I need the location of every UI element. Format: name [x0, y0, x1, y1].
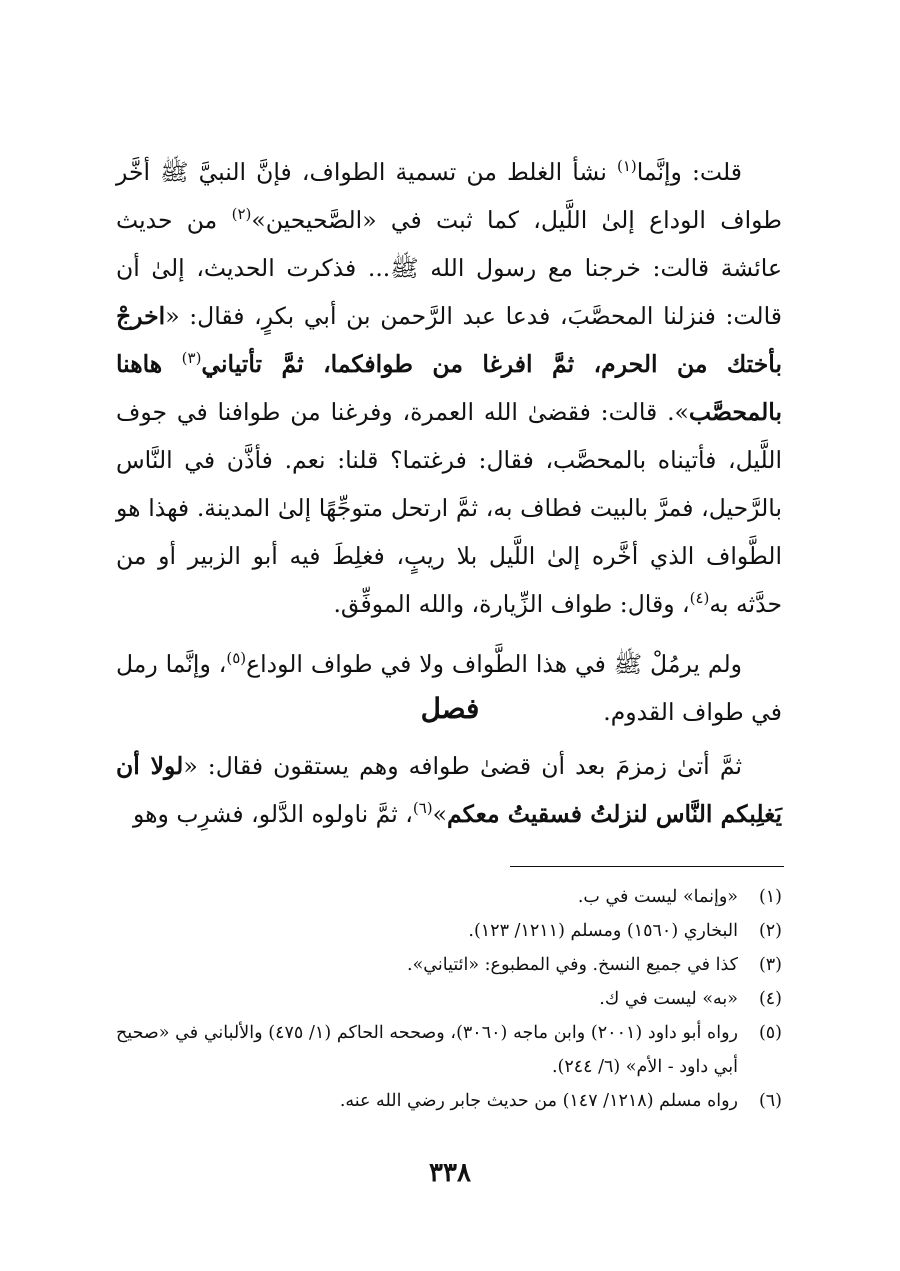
footnote-item [116, 1084, 782, 1118]
footnote-number: (١) [758, 887, 782, 907]
paragraph-2: ولم يرمُلْ ﷺ في هذا الطَّواف ولا في طواف الوداع$^{(٥)}$، وإنَّما رمل في طواف القدوم. [116, 649, 782, 726]
paragraph-1: قلت: وإنَّما$^{(١)}$ نشأ الغلط من تسمية الطواف، فإنَّ النبيَّ ﷺ أخَّر طواف الوداع إلىٰ اللَّيل، كما ثبت في «الصَّحيحين»$^{(٢)}$ من حديث عائشة قالت: خرجنا مع رسول الله ﷺ... فذكرت الحديث، إلىٰ أن قالت: فنزلنا المحصَّبَ، فدعا عبد الرَّحمن بن أبي بكرٍ، فقال: «اخرجْ بأختك من الحرم، ثمَّ افرغا من طوافكما، ثمَّ تأتياني$^{(٣)}$ هاهنا بالمحصَّب». قالت: فقضىٰ الله العمرة، وفرغنا من طوافنا في جوف اللَّيل، فأتيناه بالمحصَّب، فقال: فرغتما؟ قلنا: نعم. فأذَّن في النَّاس بالرَّحيل، فمرَّ بالبيت فطاف به، ثمَّ ارتحل متوجِّهًا إلىٰ المدينة. فهذا هو الطَّواف الذي أخَّره إلىٰ اللَّيل بلا ريبٍ، فغلِطَ فيه أبو الزبير أو من حدَّثه به$^{(٤)}$، وقال: طواف الزِّيارة، والله الموفِّق. [116, 157, 782, 618]
hadith-quote-bold-2: هاهنا بالمحصَّب [116, 350, 782, 426]
footnote-separator [510, 866, 784, 867]
footnote-item [116, 880, 782, 914]
footnote-item [116, 982, 782, 1016]
footnote-number: (٢) [758, 921, 782, 941]
footnote-ref-5[interactable]: (٥) [226, 649, 247, 668]
footnotes-list [116, 880, 782, 1118]
main-text [116, 148, 782, 736]
footnote-item [116, 1016, 782, 1084]
footnote-ref-6[interactable]: (٦) [412, 799, 433, 818]
hadith-quote-bold-3: لولا أن يَغلِبكم النَّاس لنزلتُ فسقيتُ معكم [116, 752, 782, 828]
footnote-item [116, 948, 782, 982]
footnote-text: البخاري (١٥٦٠) ومسلم (١٢١١/ ١٢٣). [468, 921, 738, 941]
footnote-item [116, 914, 782, 948]
section-heading: فصل [420, 692, 480, 725]
footnote-number: (٦) [758, 1091, 782, 1111]
footnote-text: رواه مسلم (١٢١٨/ ١٤٧) من حديث جابر رضي الله عنه. [339, 1091, 738, 1111]
hadith-quote-bold: اخرجْ بأختك من الحرم، ثمَّ افرغا من طوافكما، ثمَّ تأتياني [116, 302, 782, 378]
paragraph-3: ثمَّ أتىٰ زمزمَ بعد أن قضىٰ طوافه وهم يستقون فقال: «لولا أن يَغلِبكم النَّاس لنزلتُ فسقيتُ معكم»$^{(٦)}$، ثمَّ ناولوه الدَّلو، فشرِب وهو [116, 752, 782, 828]
footnote-number: (٥) [758, 1023, 782, 1043]
footnote-text: «به» ليست في ك. [599, 989, 738, 1009]
footnote-ref-2[interactable]: (٢) [231, 205, 252, 224]
footnote-ref-1[interactable]: (١) [616, 157, 637, 176]
footnote-text: «وإنما» ليست في ب. [577, 887, 738, 907]
footnote-number: (٤) [758, 989, 782, 1009]
footnote-ref-4[interactable]: (٤) [689, 589, 710, 608]
footnote-ref-3[interactable]: (٣) [181, 349, 202, 368]
section-text [116, 742, 782, 838]
footnote-text: رواه أبو داود (٢٠٠١) وابن ماجه (٣٠٦٠)، وصححه الحاكم (١/ ٤٧٥) والألباني في «صحيح أبي داود - الأم» (٦/ ٢٤٤). [116, 1023, 738, 1077]
page-number: ٣٣٨ [429, 1158, 471, 1188]
footnote-number: (٣) [758, 955, 782, 975]
footnote-text: كذا في جميع النسخ. وفي المطبوع: «ائتياني». [407, 955, 738, 975]
